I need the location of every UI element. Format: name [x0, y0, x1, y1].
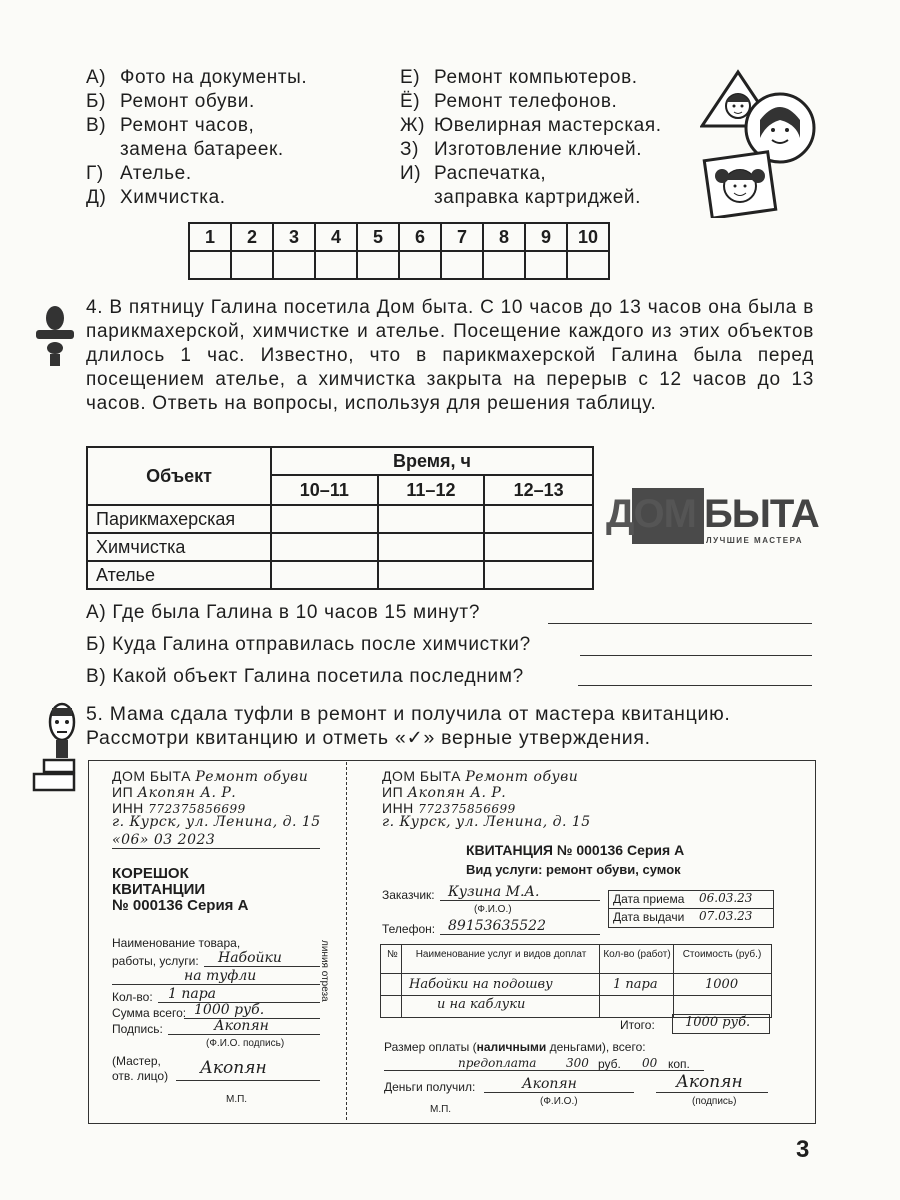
services-table [380, 944, 772, 1018]
receipt-stamp: М.П. [430, 1104, 452, 1115]
table-row [87, 561, 593, 589]
cut-line [346, 762, 347, 1120]
grid-number: 1 [189, 223, 231, 251]
grid-answer-row [189, 251, 609, 279]
checkmark-icon: ✓ [406, 727, 424, 749]
object-header: Объект [87, 447, 271, 505]
stub-master-signature: Акопян [200, 1058, 267, 1078]
stub-sum-label: Сумма всего: [112, 1006, 187, 1020]
grid-number: 3 [273, 223, 315, 251]
table-row [87, 505, 593, 533]
date-issue-label: Дата выдачи [613, 910, 685, 924]
answer-grid [188, 222, 610, 280]
schedule-cell[interactable] [484, 561, 593, 589]
answer-cell[interactable] [189, 251, 231, 279]
grid-number: 9 [525, 223, 567, 251]
time-slot: 10–11 [271, 475, 378, 505]
logo-tagline: ЛУЧШИЕ МАСТЕРА [706, 536, 804, 545]
phone-line [440, 934, 600, 935]
answer-cell[interactable] [273, 251, 315, 279]
answer-cell[interactable] [357, 251, 399, 279]
answer-cell[interactable] [441, 251, 483, 279]
answer-cell[interactable] [231, 251, 273, 279]
options-left-list [86, 66, 307, 210]
receipt-subtitle: Вид услуги: ремонт обуви, сумок [466, 862, 681, 877]
col-name-header: Наименование услуг и видов доплат [415, 949, 587, 960]
logo-word-dom: ДОМ [606, 492, 696, 536]
received-sign-caption: (подпись) [692, 1096, 737, 1107]
stub-goods-label2: работы, услуги: [112, 954, 199, 968]
payment-line [384, 1070, 704, 1071]
children-illustration [700, 68, 820, 218]
answer-cell[interactable] [525, 251, 567, 279]
dates-box [608, 890, 774, 928]
payment-label: Размер оплаты (наличными деньгами), всего: [384, 1040, 646, 1054]
thinking-head-icon [30, 304, 80, 373]
worker-figure-icon [30, 700, 86, 801]
schedule-cell[interactable] [271, 505, 378, 533]
schedule-cell[interactable] [271, 533, 378, 561]
row-label: Ателье [87, 561, 271, 589]
answer-cell[interactable] [567, 251, 609, 279]
option-i: И) Распечатка, [400, 163, 547, 184]
option-i-continued: заправка картриджей. [434, 187, 641, 208]
stub-inn: ИНН 772375856699 [112, 800, 246, 816]
stub-goods-label1: Наименование товара, [112, 936, 241, 950]
customer-fio-caption: (Ф.И.О.) [474, 904, 512, 915]
logo-word-byta: БЫТА [704, 492, 819, 536]
answer-line-a[interactable] [548, 622, 812, 624]
grid-number: 4 [315, 223, 357, 251]
received-value: Акопян [522, 1076, 577, 1092]
grid-number: 2 [231, 223, 273, 251]
stub-title: КОРЕШОК КВИТАНЦИИ № 000136 Серия А [112, 865, 249, 914]
option-a: А) Фото на документы. [86, 67, 308, 88]
phone-label: Телефон: [382, 922, 436, 936]
stub-fio-caption: (Ф.И.О. подпись) [206, 1038, 285, 1049]
stub-sign-line [168, 1034, 320, 1035]
received-sign-line [656, 1092, 768, 1093]
option-v-continued: замена батареек. [120, 139, 284, 160]
total-value: 1000 руб. [685, 1015, 751, 1030]
grid-number-row [189, 223, 609, 251]
stub-org: ДОМ БЫТА Ремонт обуви [112, 768, 309, 785]
payment-amount: 300 [566, 1056, 589, 1070]
col-number-header: № [387, 949, 398, 960]
stub-master-label: (Мастер, отв. лицо) [112, 1054, 169, 1083]
option-v: В) Ремонт часов, [86, 115, 255, 136]
cut-line-label: линия отреза [319, 940, 330, 1002]
received-line [484, 1092, 634, 1093]
col-qty-header: Кол-во (работ) [603, 949, 671, 960]
received-signature: Акопян [676, 1072, 743, 1092]
option-zh: Ж) Ювелирная мастерская. [400, 115, 662, 136]
payment-value: предоплата [458, 1056, 537, 1070]
option-z: З) Изготовление ключей. [400, 139, 643, 160]
question-a: А) Где была Галина в 10 часов 15 минут? [86, 602, 481, 623]
grid-number: 8 [483, 223, 525, 251]
option-e: Е) Ремонт компьютеров. [400, 67, 638, 88]
receipt-org: ДОМ БЫТА Ремонт обуви [382, 768, 579, 785]
customer-value: Кузина М.А. [448, 884, 540, 900]
received-fio-caption: (Ф.И.О.) [540, 1096, 578, 1107]
task4-text: 4. В пятницу Галина посетила Дом быта. С 10 часов до 13 часов она была в парикмахерской, химчистке и ателье. Посещение каждого из этих объектов длилось 1 час. Известно, что в парикмахерской Галина была перед посещением ателье, а химчистка закрыта на перерыв с 12 часов до 13 часов. Ответь на вопросы, используя для решения таблицу. [86, 297, 814, 414]
options-right-list [400, 66, 662, 210]
task5-line2: Рассмотри квитанцию и отметь «✓» верные утверждения. [86, 727, 651, 749]
table-row [87, 533, 593, 561]
answer-cell[interactable] [399, 251, 441, 279]
page-number: 3 [796, 1136, 810, 1163]
grid-number: 6 [399, 223, 441, 251]
task5-line1: 5. Мама сдала туфли в ремонт и получила от мастера квитанцию. [86, 703, 731, 725]
receipt-address: г. Курск, ул. Ленина, д. 15 [382, 814, 591, 830]
row-label: Парикмахерская [87, 505, 271, 533]
date-received-value: 06.03.23 [699, 891, 753, 905]
time-slot: 11–12 [378, 475, 485, 505]
question-v: В) Какой объект Галина посетила последним? [86, 666, 524, 687]
dom-byta-logo [606, 486, 819, 548]
stub-ip: ИП Акопян А. Р. [112, 784, 237, 801]
row-qty-value: 1 пара [613, 977, 658, 992]
stub-goods-line2 [112, 984, 320, 985]
row-cost-value: 1000 [705, 977, 739, 992]
row-label: Химчистка [87, 533, 271, 561]
receipt-ip: ИП Акопян А. Р. [382, 784, 507, 801]
receipt-title: КВИТАНЦИЯ № 000136 Серия А [466, 842, 685, 858]
option-yo: Ё) Ремонт телефонов. [400, 91, 618, 112]
stub-qty-label: Кол-во: [112, 990, 153, 1004]
answer-cell[interactable] [315, 251, 357, 279]
stub-goods-line1 [204, 966, 320, 967]
row-service-value1: Набойки на подошву [409, 977, 553, 992]
stub-date: «06» 03 2023 [112, 832, 216, 848]
date-received-label: Дата приема [613, 892, 685, 906]
customer-line [440, 900, 600, 901]
stub-sign-label: Подпись: [112, 1022, 163, 1036]
grid-number: 10 [567, 223, 609, 251]
total-label: Итого: [620, 1018, 655, 1032]
stub-qty-value: 1 пара [168, 986, 217, 1002]
stub-stamp: М.П. [226, 1094, 248, 1105]
schedule-cell[interactable] [271, 561, 378, 589]
schedule-cell[interactable] [378, 533, 485, 561]
payment-kop-value: 00 [642, 1056, 658, 1070]
schedule-table [86, 446, 594, 590]
schedule-cell[interactable] [484, 533, 593, 561]
question-b: Б) Куда Галина отправилась после химчистки? [86, 634, 531, 655]
stub-sum-value: 1000 руб. [194, 1002, 265, 1018]
payment-rub: руб. [598, 1057, 621, 1071]
receipt-inn: ИНН 772375856699 [382, 800, 516, 816]
total-box [672, 1014, 770, 1034]
stub-date-line [112, 848, 320, 849]
time-header: Время, ч [271, 447, 593, 475]
schedule-cell[interactable] [378, 505, 485, 533]
grid-number: 7 [441, 223, 483, 251]
option-d: Д) Химчистка. [86, 187, 226, 208]
option-b: Б) Ремонт обуви. [86, 91, 255, 112]
task5-text [86, 702, 814, 750]
stub-master-line [176, 1080, 320, 1081]
date-issue-value: 07.03.23 [699, 909, 753, 923]
grid-number: 5 [357, 223, 399, 251]
row-service-value2: и на каблуки [437, 997, 526, 1012]
payment-kop: коп. [668, 1057, 690, 1071]
option-g: Г) Ателье. [86, 163, 192, 184]
schedule-cell[interactable] [378, 561, 485, 589]
stub-goods-value1: Набойки [218, 950, 282, 966]
received-label: Деньги получил: [384, 1080, 476, 1094]
stub-address: г. Курск, ул. Ленина, д. 15 [112, 814, 321, 830]
stub-goods-value2: на туфли [184, 968, 257, 984]
phone-value: 89153635522 [448, 918, 546, 934]
answer-cell[interactable] [483, 251, 525, 279]
stub-sign-value: Акопян [214, 1018, 269, 1034]
answer-line-b[interactable] [580, 654, 812, 656]
answer-line-v[interactable] [578, 684, 812, 686]
time-slot: 12–13 [484, 475, 593, 505]
schedule-cell[interactable] [484, 505, 593, 533]
customer-label: Заказчик: [382, 888, 435, 902]
col-cost-header: Стоимость (руб.) [682, 949, 762, 960]
